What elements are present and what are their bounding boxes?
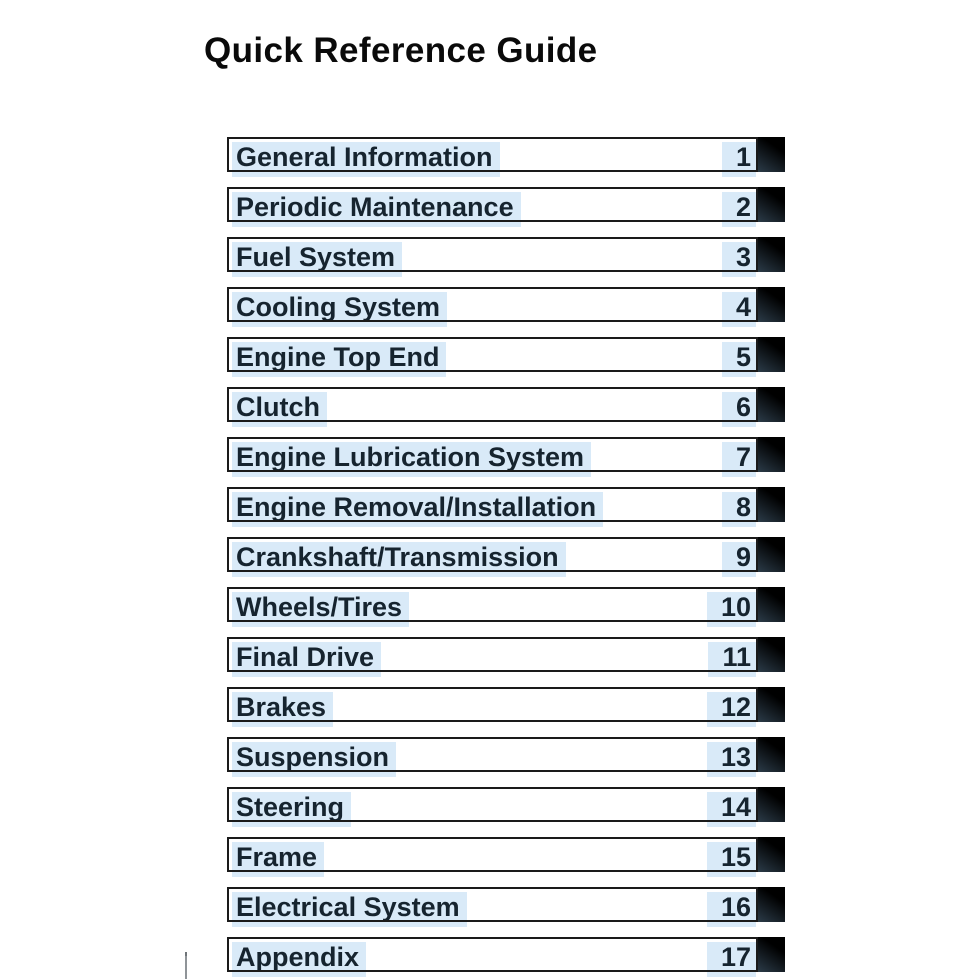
- chapter-tab-marker: [758, 637, 785, 672]
- toc-row-page-number: 6: [722, 392, 756, 427]
- toc-row: [227, 637, 785, 672]
- toc-row: [227, 837, 785, 872]
- chapter-tab-marker: [758, 837, 785, 872]
- chapter-tab-marker: [758, 237, 785, 272]
- toc-row-label: Frame: [232, 842, 324, 877]
- toc-row-label: Clutch: [232, 392, 327, 427]
- stray-vertical-line: [185, 952, 187, 979]
- toc-row-label: Engine Removal/Installation: [232, 492, 603, 527]
- toc-row-page-number: 3: [722, 242, 756, 277]
- chapter-tab-marker: [758, 887, 785, 922]
- chapter-tab-marker: [758, 537, 785, 572]
- table-of-contents: [227, 137, 785, 972]
- toc-row-label: Suspension: [232, 742, 396, 777]
- toc-row-label: Periodic Maintenance: [232, 192, 521, 227]
- toc-row-page-number: 2: [722, 192, 756, 227]
- toc-row-label: Appendix: [232, 942, 366, 977]
- chapter-tab-marker: [758, 137, 785, 172]
- chapter-tab-marker: [758, 587, 785, 622]
- toc-row-label: Cooling System: [232, 292, 447, 327]
- chapter-tab-marker: [758, 787, 785, 822]
- toc-row: [227, 937, 785, 972]
- toc-row-page-number: 14: [707, 792, 756, 827]
- toc-row: [227, 437, 785, 472]
- toc-row: [227, 687, 785, 722]
- toc-row-label: Final Drive: [232, 642, 381, 677]
- toc-row-page-number: 17: [707, 942, 756, 977]
- toc-row: [227, 487, 785, 522]
- chapter-tab-marker: [758, 487, 785, 522]
- toc-row: [227, 587, 785, 622]
- toc-row: [227, 787, 785, 822]
- toc-row-label: Steering: [232, 792, 351, 827]
- toc-row-page-number: 7: [722, 442, 756, 477]
- toc-row: [227, 187, 785, 222]
- toc-row: [227, 237, 785, 272]
- toc-row-label: Engine Lubrication System: [232, 442, 591, 477]
- toc-row-page-number: 16: [707, 892, 756, 927]
- chapter-tab-marker: [758, 387, 785, 422]
- toc-row-page-number: 11: [708, 642, 756, 677]
- toc-row: [227, 287, 785, 322]
- toc-row-page-number: 5: [722, 342, 756, 377]
- toc-row: [227, 737, 785, 772]
- toc-row-page-number: 13: [707, 742, 756, 777]
- toc-row-label: Electrical System: [232, 892, 467, 927]
- chapter-tab-marker: [758, 337, 785, 372]
- toc-row-page-number: 10: [707, 592, 756, 627]
- toc-row-label: Engine Top End: [232, 342, 446, 377]
- toc-row-label: Wheels/Tires: [232, 592, 409, 627]
- chapter-tab-marker: [758, 287, 785, 322]
- toc-row: [227, 387, 785, 422]
- toc-row-label: Brakes: [232, 692, 333, 727]
- chapter-tab-marker: [758, 437, 785, 472]
- toc-row: [227, 337, 785, 372]
- toc-row-page-number: 15: [707, 842, 756, 877]
- toc-row-page-number: 4: [722, 292, 756, 327]
- chapter-tab-marker: [758, 937, 785, 972]
- toc-row-page-number: 9: [722, 542, 756, 577]
- chapter-tab-marker: [758, 737, 785, 772]
- toc-row-label: Fuel System: [232, 242, 402, 277]
- chapter-tab-marker: [758, 687, 785, 722]
- toc-row-page-number: 8: [722, 492, 756, 527]
- toc-row-label: Crankshaft/Transmission: [232, 542, 566, 577]
- toc-row-label: General Information: [232, 142, 500, 177]
- toc-row: [227, 137, 785, 172]
- toc-row: [227, 537, 785, 572]
- chapter-tab-marker: [758, 187, 785, 222]
- page-title: Quick Reference Guide: [204, 31, 598, 71]
- toc-row: [227, 887, 785, 922]
- toc-row-page-number: 1: [722, 142, 756, 177]
- toc-row-page-number: 12: [707, 692, 756, 727]
